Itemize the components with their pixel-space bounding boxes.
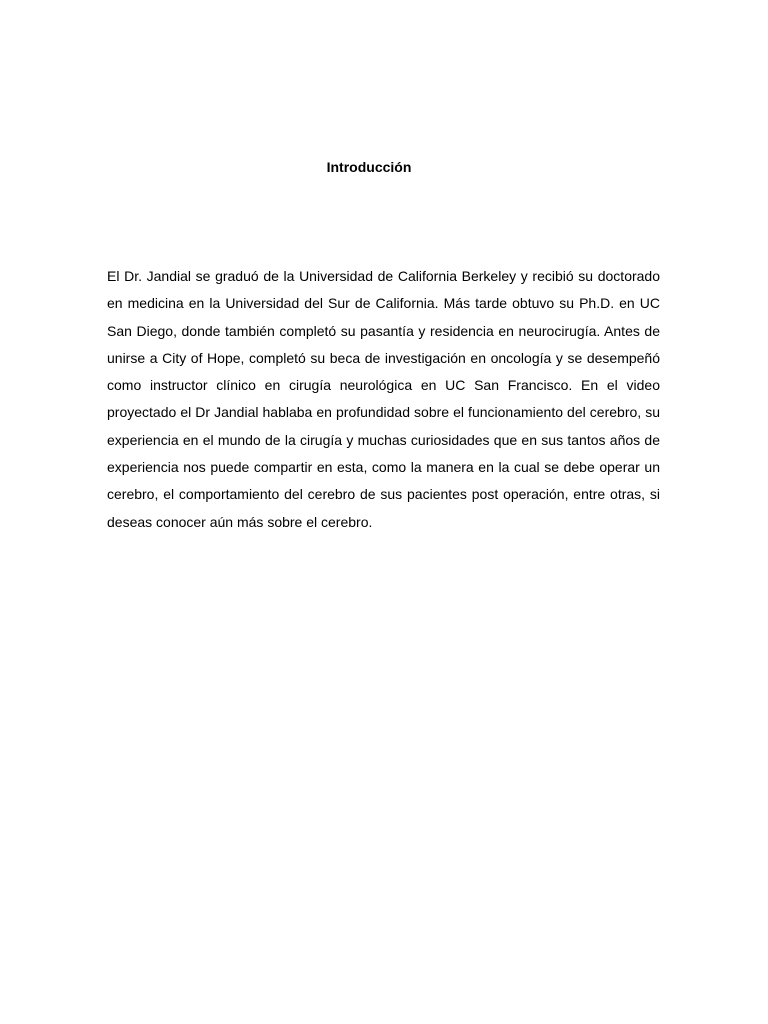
introduction-paragraph: El Dr. Jandial se graduó de la Universidad de California Berkeley y recibió su doctorado en medicina en la Universidad del Sur de California. Más tarde obtuvo su Ph.D. en UC San Diego, donde también completó su pasantía y residencia en neurocirugía. Antes de unirse a City of Hope, completó su beca de investigación en oncología y se desempeñó como instructor clínico en cirugía neurológica en UC San Francisco. En el video proyectado el Dr Jandial hablaba en profundidad sobre el funcionamiento del cerebro, su experiencia en el mundo de la cirugía y muchas curiosidades que en sus tantos años de experiencia nos puede compartir en esta, como la manera en la cual se debe operar un cerebro, el comportamiento del cerebro de sus pacientes post operación, entre otras, si deseas conocer aún más sobre el cerebro. xyxy=(107,268,660,530)
document-title: Introducción xyxy=(326,159,412,175)
